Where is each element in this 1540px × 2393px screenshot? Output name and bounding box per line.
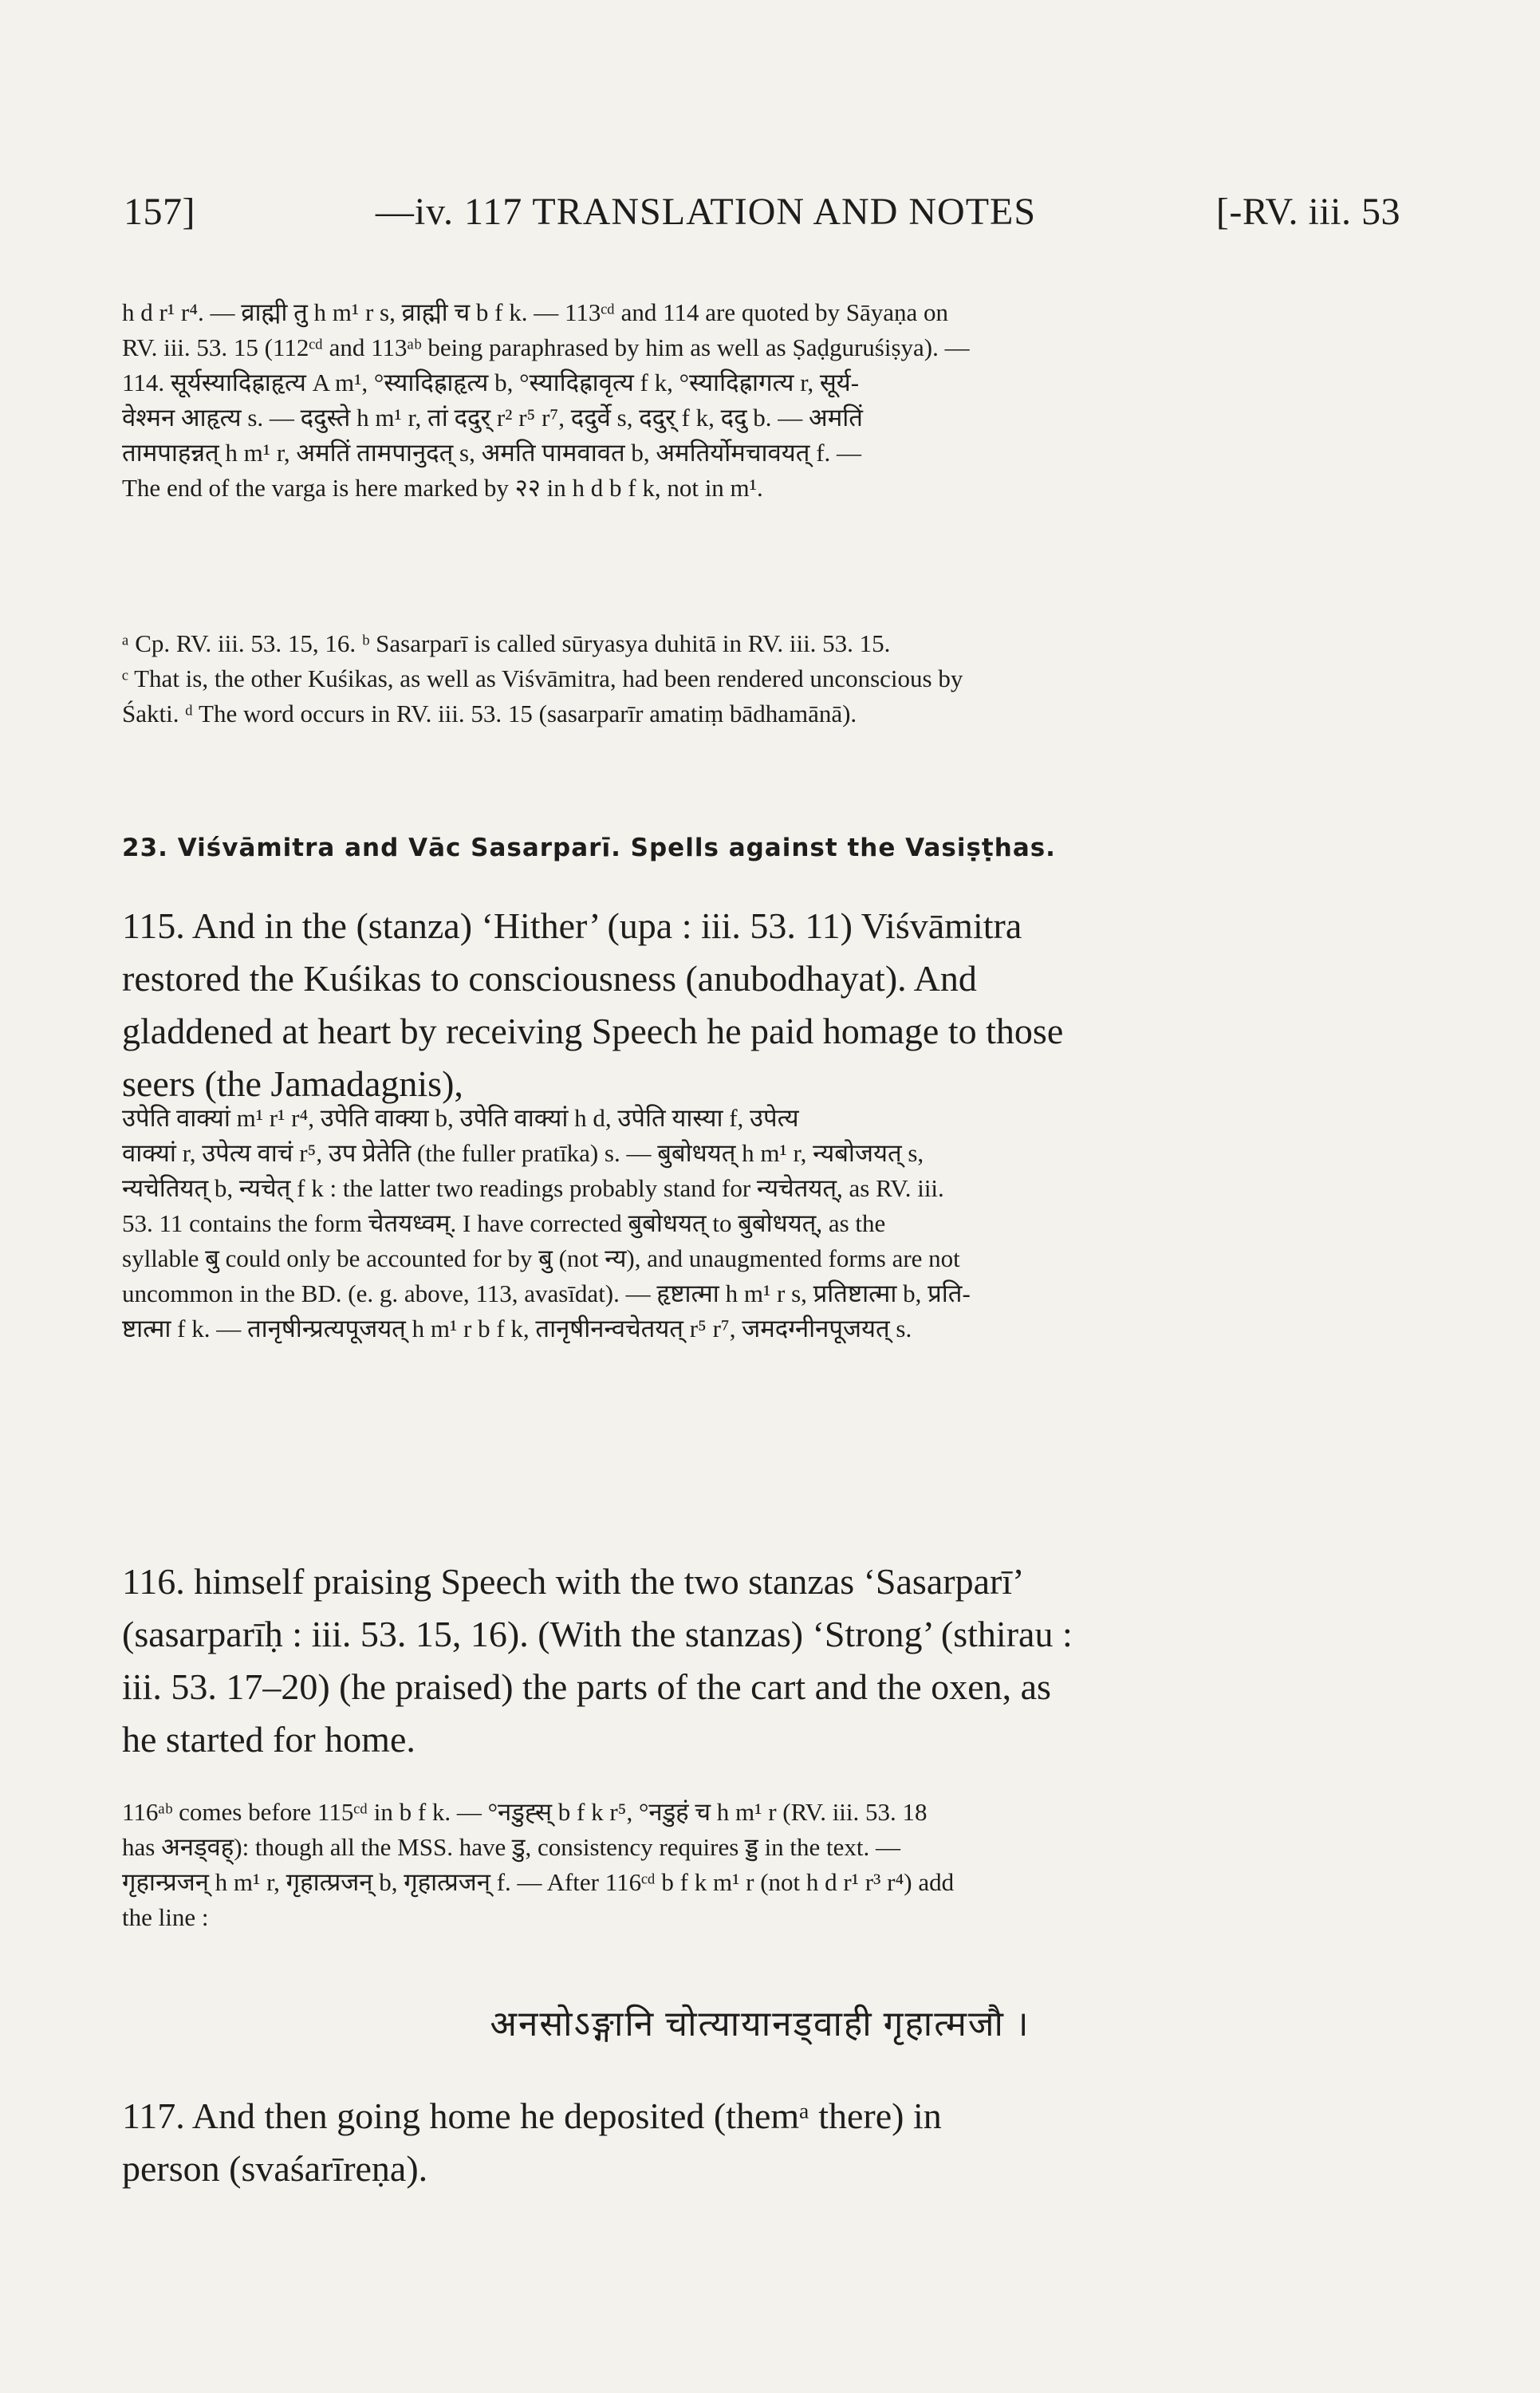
header-reference: [-RV. iii. 53: [1215, 191, 1400, 233]
paragraph-line: 117. And then going home he deposited (themᵃ there) in: [122, 2095, 942, 2136]
running-header: [124, 190, 1400, 246]
paragraph-line: seers (the Jamadagnis),: [122, 1063, 463, 1104]
note-line: h d r¹ r⁴. — व्राह्मी तु h m¹ r s, व्राह्मी च b f k. — 113ᶜᵈ and 114 are quoted by Sāyaṇa on: [122, 298, 948, 326]
paragraph-line: (sasarparīḥ : iii. 53. 15, 16). (With the stanzas) ‘Strong’ (sthirau :: [122, 1614, 1073, 1654]
note-line: the line :: [122, 1903, 209, 1931]
paragraph-line: he started for home.: [122, 1719, 416, 1760]
paragraph-line: 116. himself praising Speech with the two stanzas ‘Sasarparī’: [122, 1561, 1025, 1602]
paragraph-115: [122, 900, 1398, 1110]
paragraph-line: iii. 53. 17–20) (he praised) the parts of the cart and the oxen, as: [122, 1666, 1051, 1707]
note-line: ष्टात्मा f k. — तानृषीन्प्रत्यपूजयत् h m¹ r b f k, तानृषीनन्वचेतयत् r⁵ r⁷, जमदग्नीनपूजयत् s.: [122, 1315, 912, 1342]
notes-116: [122, 1795, 1398, 1935]
footnote-line: Śakti. ᵈ The word occurs in RV. iii. 53. 15 (sasarparīr amatiṃ bādhamānā).: [122, 700, 857, 727]
note-line: 114. सूर्यस्यादिह्राहृत्य A m¹, °स्यादिह्राहृत्य b, °स्यादिह्रावृत्य f k, °स्यादिह्रागत्य r, सूर्य-: [122, 369, 860, 396]
footnote-line: ᶜ That is, the other Kuśikas, as well as Viśvāmitra, had been rendered unconscious by: [122, 664, 963, 692]
paragraph-116: [122, 1555, 1398, 1766]
paragraph-117: [122, 2090, 1398, 2195]
running-title: —iv. 117 TRANSLATION AND NOTES: [375, 191, 1037, 233]
page-number: 157]: [124, 191, 195, 233]
note-line: न्यचेतियत् b, न्यचेत् f k : the latter two readings probably stand for न्यचेतयत्, as RV. iii.: [122, 1174, 944, 1202]
note-line: तामपाहन्नत् h m¹ r, अमतिं तामपानुदत् s, अमति पामवावत b, अमतिर्योमचावयत् f. —: [122, 439, 862, 467]
note-line: The end of the varga is here marked by २२ in h d b f k, not in m¹.: [122, 474, 763, 502]
note-line: uncommon in the BD. (e. g. above, 113, avasīdat). — हृष्टात्मा h m¹ r s, प्रतिष्टात्मा b, प्रति-: [122, 1279, 971, 1307]
note-line: 116ᵃᵇ comes before 115ᶜᵈ in b f k. — °नडुह्स् b f k r⁵, °नडुहं च h m¹ r (RV. iii. 53. 18: [122, 1798, 928, 1826]
note-line: has अनड्वह्): though all the MSS. have डु, consistency requires ड्ड in the text. —: [122, 1833, 901, 1861]
footnote-line: ᵃ Cp. RV. iii. 53. 15, 16. ᵇ Sasarparī is called sūryasya duhitā in RV. iii. 53. 15.: [122, 629, 891, 657]
paragraph-line: person (svaśarīreṇa).: [122, 2148, 428, 2189]
note-line: उपेति वाक्यां m¹ r¹ r⁴, उपेति वाक्या b, उपेति वाक्यां h d, उपेति यास्या f, उपेत्य: [122, 1104, 799, 1132]
note-line: गृहान्प्रजन् h m¹ r, गृहात्प्रजन् b, गृहात्प्रजन् f. — After 116ᶜᵈ b f k m¹ r (not h d r¹ r³ r⁴) add: [122, 1868, 955, 1896]
paragraph-line: 115. And in the (stanza) ‘Hither’ (upa : iii. 53. 11) Viśvāmitra: [122, 905, 1022, 946]
note-line: वाक्यां r, उपेत्य वाचं r⁵, उप प्रेतेति (the fuller pratīka) s. — बुबोधयत् h m¹ r, न्यबोजयत् s,: [122, 1139, 924, 1167]
note-line: वेश्मन आहृत्य s. — ददुस्ते h m¹ r, तां ददुर् r² r⁵ r⁷, ददुर्वे s, ददुर् f k, ददु b. — अमतिं: [122, 404, 863, 432]
notes-top: [122, 295, 1398, 506]
notes-115: [122, 1101, 1398, 1346]
section-title: 23. Viśvāmitra and Vāc Sasarparī. Spells against the Vasiṣṭhas.: [122, 834, 1056, 862]
note-line: 53. 11 contains the form चेतयध्वम्. I have corrected बुबोधयत् to बुबोधयत्, as the: [122, 1209, 886, 1237]
paragraph-line: restored the Kuśikas to consciousness (anubodhayat). And: [122, 958, 977, 999]
paragraph-line: gladdened at heart by receiving Speech he paid homage to those: [122, 1011, 1064, 1051]
note-line: RV. iii. 53. 15 (112ᶜᵈ and 113ᵃᵇ being paraphrased by him as well as Ṣaḍguruśiṣya). —: [122, 333, 970, 361]
footnotes: [122, 626, 1398, 731]
note-line: syllable बु could only be accounted for by बु (not न्य), and unaugmented forms are not: [122, 1244, 960, 1272]
verse-line: अनसोऽङ्गानि चोत्यायानड्वाही गृहात्मजौ ।: [490, 2005, 1030, 2044]
